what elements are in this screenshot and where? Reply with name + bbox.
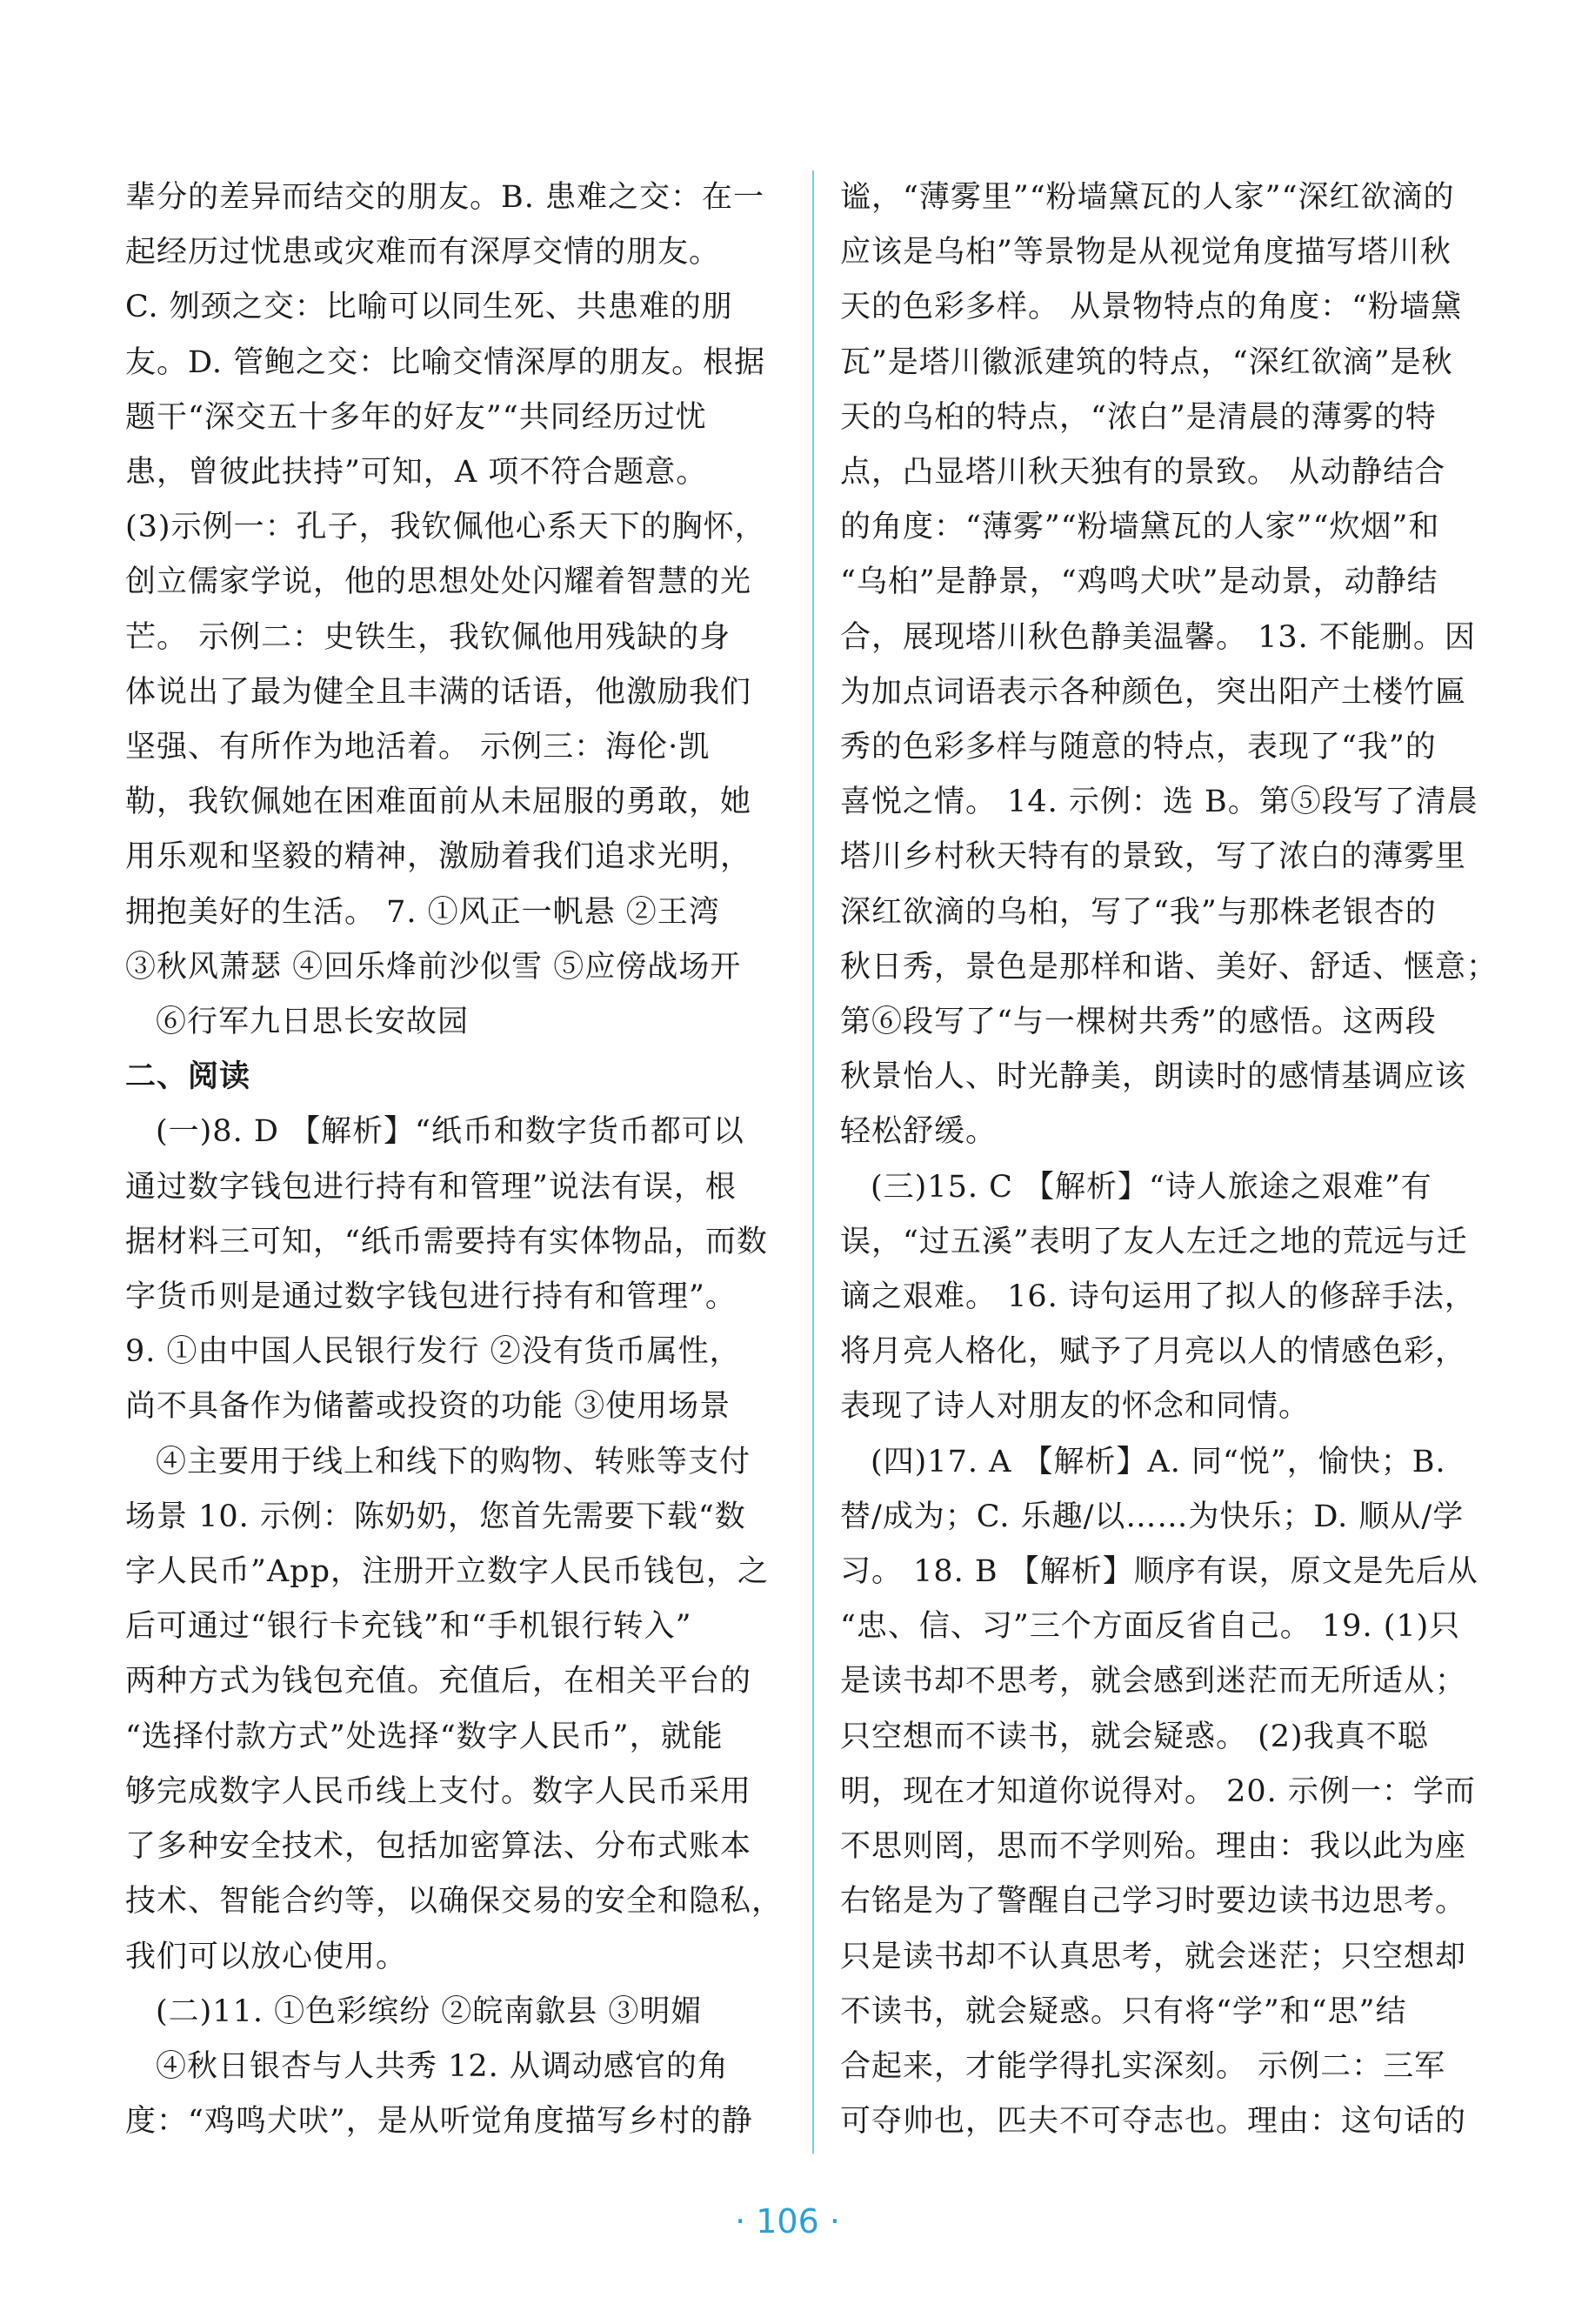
text-line: ④主要用于线上和线下的购物、转账等支付: [156, 1444, 751, 1479]
text-line: (一)8. D 【解析】“纸币和数字货币都可以: [156, 1114, 744, 1150]
text-line: “乌桕”是静景，“鸡鸣犬吠”是动景，动静结: [840, 564, 1438, 600]
text-line: 据材料三可知，“纸币需要持有实体物品，而数: [125, 1224, 768, 1259]
text-line: 为加点词语表示各种颜色，突出阳产土楼竹匾: [840, 674, 1467, 710]
text-line: 轻松舒缓。: [840, 1114, 998, 1150]
text-line: 天的色彩多样。 从景物特点的角度：“粉墙黛: [840, 290, 1463, 325]
text-line: 的角度：“薄雾”“粉墙黛瓦的人家”“炊烟”和: [840, 510, 1440, 545]
left-column: [125, 170, 784, 2149]
text-line: C. 刎颈之交：比喻可以同生死、共患难的朋: [125, 290, 733, 325]
text-line: 替/成为；C. 乐趣/以……为快乐；D. 顺从/学: [840, 1499, 1465, 1534]
text-line: 合，展现塔川秋色静美温馨。 13. 不能删。因: [840, 619, 1476, 655]
text-line: 患，曾彼此扶持”可知，A 项不符合题意。: [125, 455, 708, 491]
text-line: 创立儒家学说，他的思想处处闪耀着智慧的光: [125, 564, 752, 600]
text-line: 表现了诗人对朋友的怀念和同情。: [840, 1389, 1311, 1425]
text-line: 误，“过五溪”表明了友人左迁之地的荒远与迁: [840, 1224, 1468, 1259]
text-line: 塔川乡村秋天特有的景致，写了浓白的薄雾里: [840, 839, 1467, 875]
text-line: 芒。 示例二：史铁生，我钦佩他用残缺的身: [125, 619, 731, 655]
text-line: 拥抱美好的生活。 7. ①风正一帆悬 ②王湾: [125, 894, 720, 930]
text-line: 点，凸显塔川秋天独有的景致。 从动静结合: [840, 455, 1446, 491]
text-line: ④秋日银杏与人共秀 12. 从调动感官的角: [156, 2048, 729, 2084]
text-line: 起经历过忧患或灾难而有深厚交情的朋友。: [125, 235, 721, 270]
text-line: 体说出了最为健全且丰满的话语，他激励我们: [125, 674, 752, 710]
text-line: 深红欲滴的乌桕，写了“我”与那株老银杏的: [840, 894, 1437, 930]
text-line: 只空想而不读书，就会疑惑。 (2)我真不聪: [840, 1719, 1429, 1754]
text-line: 友。D. 管鲍之交：比喻交情深厚的朋友。根据: [125, 344, 766, 380]
text-line: 明，现在才知道你说得对。 20. 示例一：学而: [840, 1773, 1476, 1809]
text-line: 可夺帅也，匹夫不可夺志也。理由：这句话的: [840, 2104, 1467, 2140]
text-line: 习。 18. B 【解析】顺序有误，原文是先后从: [840, 1554, 1478, 1590]
text-line: 不思则罔，思而不学则殆。理由：我以此为座: [840, 1829, 1467, 1865]
text-line: 喜悦之情。 14. 示例：选 B。第⑤段写了清晨: [840, 785, 1478, 820]
text-line: 勒，我钦佩她在困难面前从未屈服的勇敢，她: [125, 785, 752, 820]
text-line: 题干“深交五十多年的好友”“共同经历过忧: [125, 399, 707, 435]
text-line: 右铭是为了警醒自己学习时要边读书边思考。: [840, 1884, 1467, 1920]
text-line: ③秋风萧瑟 ④回乐烽前沙似雪 ⑤应傍战场开: [125, 949, 742, 985]
text-line: 我们可以放心使用。: [125, 1939, 408, 1974]
text-line: 场景 10. 示例：陈奶奶，您首先需要下载“数: [125, 1499, 746, 1534]
text-line: 字货币则是通过数字钱包进行持有和管理”。: [125, 1279, 737, 1315]
text-line: 通过数字钱包进行持有和管理”说法有误，根: [125, 1169, 737, 1205]
text-line: (3)示例一：孔子，我钦佩他心系天下的胸怀，: [125, 510, 766, 545]
text-line: 天的乌桕的特点，“浓白”是清晨的薄雾的特: [840, 399, 1437, 435]
text-line: 字人民币”App，注册开立数字人民币钱包，之: [125, 1554, 769, 1590]
text-line: 尚不具备作为储蓄或投资的功能 ③使用场景: [125, 1389, 731, 1425]
text-line: “选择付款方式”处选择“数字人民币”，就能: [125, 1719, 724, 1754]
text-line: 度：“鸡鸣犬吠”，是从听觉角度描写乡村的静: [125, 2104, 753, 2140]
text-line: 是读书却不思考，就会感到迷茫而无所适从；: [840, 1664, 1467, 1700]
text-line: (三)15. C 【解析】“诗人旅途之艰难”有: [871, 1169, 1432, 1205]
text-line: 瓦”是塔川徽派建筑的特点，“深红欲滴”是秋: [840, 344, 1453, 380]
text-line: 用乐观和坚毅的精神，激励着我们追求光明，: [125, 839, 752, 875]
text-line: 两种方式为钱包充值。充值后，在相关平台的: [125, 1664, 752, 1700]
text-line: 合起来，才能学得扎实深刻。 示例二：三军: [840, 2048, 1446, 2084]
text-line: 坚强、有所作为地活着。 示例三：海伦·凯: [125, 730, 711, 765]
text-line: 9. ①由中国人民银行发行 ②没有货币属性，: [125, 1334, 741, 1370]
text-line: 谧，“薄雾里”“粉墙黛瓦的人家”“深红欲滴的: [840, 180, 1455, 215]
text-line: 秋景怡人、时光静美，朗读时的感情基调应该: [840, 1059, 1467, 1095]
text-line: 了多种安全技术，包括加密算法、分布式账本: [125, 1829, 752, 1865]
text-line: “忠、信、习”三个方面反省自己。 19. (1)只: [840, 1609, 1461, 1645]
text-line: 辈分的差异而结交的朋友。B. 患难之交：在一: [125, 180, 764, 215]
text-line: 第⑥段写了“与一棵树共秀”的感悟。这两段: [840, 1005, 1437, 1040]
column-divider: [812, 170, 814, 2154]
text-line: 后可通过“银行卡充钱”和“手机银行转入”: [125, 1609, 692, 1645]
text-line: 只是读书却不认真思考，就会迷茫；只空想却: [840, 1939, 1467, 1974]
text-line: 二、阅读: [125, 1059, 251, 1095]
text-line: 秀的色彩多样与随意的特点，表现了“我”的: [840, 730, 1437, 765]
text-line: ⑥行军九日思长安故园: [156, 1005, 470, 1040]
text-line: 够完成数字人民币线上支付。数字人民币采用: [125, 1773, 752, 1809]
text-line: 不读书，就会疑惑。只有将“学”和“思”结: [840, 1993, 1407, 2029]
text-line: 谪之艰难。 16. 诗句运用了拟人的修辞手法，: [840, 1279, 1476, 1315]
text-line: 将月亮人格化，赋予了月亮以人的情感色彩，: [840, 1334, 1467, 1370]
text-line: 应该是乌桕”等景物是从视觉角度描写塔川秋: [840, 235, 1452, 270]
text-line: 秋日秀，景色是那样和谐、美好、舒适、惬意；: [840, 949, 1498, 985]
page-number: · 106 ·: [735, 2202, 840, 2241]
text-line: (二)11. ①色彩缤纷 ②皖南歙县 ③明媚: [156, 1993, 703, 2029]
text-line: (四)17. A 【解析】A. 同“悦”，愉快；B.: [871, 1444, 1446, 1479]
right-column: [840, 170, 1498, 2149]
text-line: 技术、智能合约等，以确保交易的安全和隐私，: [125, 1884, 784, 1920]
